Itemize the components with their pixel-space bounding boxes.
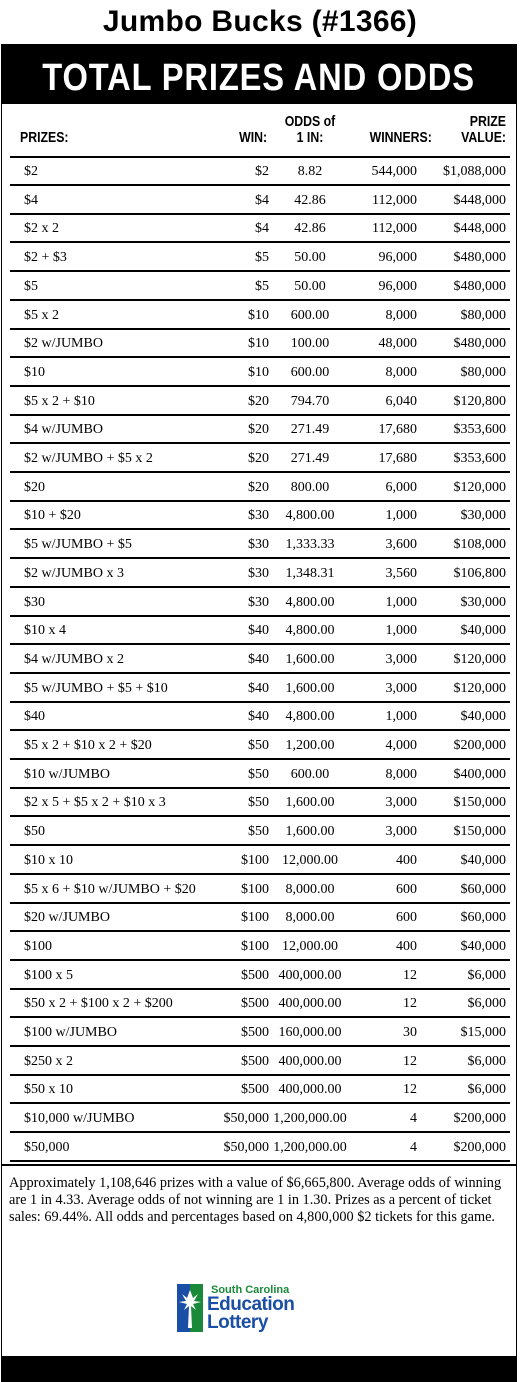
table-row — [0, 302, 520, 330]
cell-prize-value: $40,000 — [460, 709, 506, 725]
cell-winners: 12 — [403, 1082, 417, 1098]
table-row — [0, 273, 520, 301]
page-title: Jumbo Bucks (#1366) — [102, 5, 418, 38]
cell-prize: $2 w/JUMBO x 3 — [24, 565, 124, 581]
table-row — [0, 732, 520, 760]
row-divider — [10, 930, 510, 932]
table-row — [0, 589, 520, 617]
cell-winners: 30 — [403, 1025, 417, 1040]
row-divider — [10, 356, 510, 358]
cell-prize-value: $120,000 — [453, 479, 506, 495]
row-divider — [10, 643, 510, 645]
cell-winners: 3,560 — [385, 565, 417, 581]
cell-winners: 17,680 — [378, 451, 417, 466]
cell-win: $40 — [248, 680, 269, 696]
row-divider — [10, 1074, 510, 1076]
cell-winners: 544,000 — [371, 164, 417, 179]
cell-prize: $20 w/JUMBO — [24, 910, 110, 926]
row-divider — [10, 557, 510, 559]
cell-prize-value: $6,000 — [467, 1082, 506, 1098]
cell-prize-value: $108,000 — [453, 537, 506, 553]
cell-prize: $5 x 6 + $10 w/JUMBO + $20 — [24, 881, 196, 897]
cell-prize: $50,000 — [24, 1139, 70, 1155]
cell-odds: 1,600.00 — [285, 680, 335, 696]
row-divider — [10, 672, 510, 674]
table-row — [0, 1048, 520, 1076]
cell-prize-value: $200,000 — [453, 738, 506, 753]
cell-prize-value: $400,000 — [453, 766, 506, 782]
cell-winners: 3,600 — [385, 537, 417, 553]
cell-prize-value: $480,000 — [453, 278, 506, 294]
header-odds-line2: 1 IN: — [296, 129, 324, 146]
cell-prize: $10 x 4 — [24, 623, 66, 639]
header-value-line2: VALUE: — [461, 129, 506, 146]
cell-win: $50 — [248, 824, 269, 840]
table-row — [0, 675, 520, 703]
header-prize-value — [436, 114, 506, 146]
cell-prize-value: $200,000 — [453, 1139, 506, 1155]
row-divider — [10, 1016, 510, 1018]
cell-odds: 100.00 — [290, 336, 330, 352]
cell-winners: 48,000 — [378, 336, 417, 352]
cell-odds: 8,000.00 — [285, 910, 335, 926]
cell-win: $5 — [255, 278, 269, 294]
palmetto-tree-icon — [177, 1284, 203, 1332]
banner-text: TOTAL PRIZES AND ODDS — [42, 57, 476, 99]
table-row — [0, 560, 520, 588]
cell-odds: 4,800.00 — [285, 709, 335, 725]
table-row — [0, 215, 520, 243]
logo-line1: South Carolina — [211, 1284, 290, 1296]
cell-prize: $2 x 2 — [24, 221, 59, 237]
cell-win: $500 — [241, 1053, 269, 1069]
cell-win: $2 — [255, 164, 269, 179]
table-row — [0, 1134, 520, 1162]
cell-winners: 6,040 — [385, 393, 417, 409]
table-row — [0, 330, 520, 358]
cell-odds: 1,333.33 — [285, 537, 335, 553]
cell-prize: $10 — [24, 364, 45, 380]
cell-odds: 160,000.00 — [278, 1025, 342, 1040]
row-divider — [10, 528, 510, 530]
cell-win: $30 — [248, 594, 269, 610]
cell-winners: 8,000 — [385, 364, 417, 380]
row-divider — [10, 385, 510, 387]
row-divider — [10, 815, 510, 817]
cell-prize: $5 — [24, 278, 38, 294]
header-prizes: PRIZES: — [20, 129, 69, 146]
cell-prize-value: $353,600 — [453, 422, 506, 438]
cell-prize-value: $120,000 — [453, 651, 506, 667]
cell-odds: 600.00 — [290, 307, 330, 323]
table-row — [0, 359, 520, 387]
row-divider — [10, 1045, 510, 1047]
row-divider — [10, 213, 510, 215]
cell-winners: 600 — [396, 881, 417, 897]
table-row — [0, 703, 520, 731]
cell-winners: 400 — [396, 852, 417, 868]
row-divider — [10, 471, 510, 473]
cell-winners: 96,000 — [378, 278, 417, 294]
cell-odds: 4,800.00 — [285, 623, 335, 639]
cell-odds: 600.00 — [290, 766, 330, 782]
cell-prize-value: $150,000 — [453, 795, 506, 811]
cell-prize: $2 x 5 + $5 x 2 + $10 x 3 — [24, 795, 166, 811]
row-divider — [10, 1131, 510, 1133]
cell-win: $20 — [248, 479, 269, 495]
cell-odds: 1,200,000.00 — [273, 1111, 347, 1127]
cell-winners: 112,000 — [372, 221, 417, 237]
cell-prize-value: $353,600 — [453, 451, 506, 466]
cell-prize-value: $448,000 — [453, 192, 506, 208]
cell-win: $10 — [248, 307, 269, 323]
row-divider — [10, 270, 510, 272]
cell-winners: 112,000 — [372, 192, 417, 208]
cell-prize: $5 w/JUMBO + $5 — [24, 537, 132, 553]
cell-odds: 400,000.00 — [278, 967, 342, 983]
cell-prize: $100 — [24, 938, 52, 954]
cell-win: $5 — [255, 250, 269, 266]
cell-prize: $10 w/JUMBO — [24, 766, 110, 782]
cell-winners: 1,000 — [385, 623, 417, 639]
cell-winners: 1,000 — [385, 594, 417, 610]
row-divider — [10, 701, 510, 703]
cell-prize: $2 + $3 — [24, 250, 67, 266]
cell-prize: $10,000 w/JUMBO — [24, 1111, 135, 1127]
cell-win: $500 — [241, 967, 269, 983]
row-divider — [10, 902, 510, 904]
table-row — [0, 187, 520, 215]
banner — [1, 44, 517, 104]
cell-odds: 50.00 — [294, 250, 326, 266]
cell-prize: $2 w/JUMBO + $5 x 2 — [24, 451, 153, 466]
cell-prize: $10 x 10 — [24, 852, 73, 868]
cell-winners: 3,000 — [385, 651, 417, 667]
cell-win: $100 — [241, 881, 269, 897]
table-row — [0, 818, 520, 846]
cell-prize: $4 — [24, 192, 38, 208]
table-row — [0, 933, 520, 961]
cell-win: $50,000 — [223, 1111, 269, 1127]
cell-prize-value: $30,000 — [460, 594, 506, 610]
row-divider — [10, 500, 510, 502]
cell-prize-value: $40,000 — [460, 623, 506, 639]
table-row — [0, 990, 520, 1018]
cell-odds: 800.00 — [290, 479, 330, 495]
cell-odds: 1,600.00 — [285, 795, 335, 811]
cell-win: $40 — [248, 709, 269, 725]
cell-win: $40 — [248, 651, 269, 667]
row-divider — [10, 615, 510, 617]
cell-winners: 4 — [410, 1111, 417, 1127]
cell-prize: $5 w/JUMBO + $5 + $10 — [24, 680, 168, 696]
cell-winners: 1,000 — [385, 709, 417, 725]
row-divider — [10, 442, 510, 444]
cell-odds: 1,200,000.00 — [273, 1139, 347, 1155]
cell-winners: 12 — [403, 1053, 417, 1069]
cell-odds: 1,600.00 — [285, 651, 335, 667]
cell-prize: $100 x 5 — [24, 967, 73, 983]
cell-odds: 1,348.31 — [285, 565, 335, 581]
cell-prize-value: $60,000 — [460, 881, 506, 897]
cell-winners: 4 — [410, 1139, 417, 1155]
cell-odds: 794.70 — [290, 393, 330, 409]
cell-odds: 600.00 — [290, 364, 330, 380]
cell-win: $50 — [248, 766, 269, 782]
row-divider — [10, 873, 510, 875]
cell-win: $500 — [241, 996, 269, 1012]
row-divider — [10, 758, 510, 760]
cell-odds: 50.00 — [294, 278, 326, 294]
table-row — [0, 904, 520, 932]
cell-win: $500 — [241, 1082, 269, 1098]
cell-odds: 8,000.00 — [285, 881, 335, 897]
cell-win: $30 — [248, 565, 269, 581]
cell-win: $10 — [248, 364, 269, 380]
cell-prize: $10 + $20 — [24, 508, 81, 524]
table-row — [0, 158, 520, 186]
cell-winners: 3,000 — [385, 680, 417, 696]
cell-prize-value: $150,000 — [453, 824, 506, 840]
cell-odds: 8.82 — [297, 164, 323, 179]
cell-prize-value: $448,000 — [453, 221, 506, 237]
cell-winners: 1,000 — [385, 508, 417, 524]
cell-prize: $50 x 2 + $100 x 2 + $200 — [24, 996, 173, 1012]
table-row — [0, 761, 520, 789]
cell-win: $30 — [248, 537, 269, 553]
row-divider — [10, 959, 510, 961]
table-row — [0, 876, 520, 904]
header-winners: WINNERS: — [369, 129, 432, 146]
cell-prize: $250 x 2 — [24, 1053, 73, 1069]
cell-prize-value: $80,000 — [460, 364, 506, 380]
cell-win: $500 — [241, 1025, 269, 1040]
row-divider — [10, 241, 510, 243]
cell-prize: $40 — [24, 709, 45, 725]
cell-prize: $5 x 2 + $10 — [24, 393, 95, 409]
cell-win: $50 — [248, 738, 269, 753]
cell-winners: 600 — [396, 910, 417, 926]
cell-win: $40 — [248, 623, 269, 639]
cell-prize: $5 x 2 + $10 x 2 + $20 — [24, 738, 152, 753]
cell-win: $4 — [255, 192, 269, 208]
cell-winners: 12 — [403, 996, 417, 1012]
cell-odds: 12,000.00 — [282, 852, 338, 868]
cell-prize-value: $1,088,000 — [443, 164, 506, 179]
table-row — [0, 962, 520, 990]
header-value-line1: PRIZE — [469, 113, 506, 130]
cell-win: $100 — [241, 910, 269, 926]
cell-winners: 3,000 — [385, 824, 417, 840]
table-row — [0, 617, 520, 645]
row-divider — [10, 414, 510, 416]
cell-prize-value: $15,000 — [460, 1025, 506, 1040]
table-row — [0, 531, 520, 559]
table-row — [0, 789, 520, 817]
cell-winners: 8,000 — [385, 766, 417, 782]
cell-prize-value: $200,000 — [453, 1111, 506, 1127]
cell-prize-value: $30,000 — [460, 508, 506, 524]
row-divider — [10, 1160, 510, 1162]
table-row — [0, 416, 520, 444]
table-row — [0, 1076, 520, 1104]
footnote: Approximately 1,108,646 prizes with a value of $6,665,800. Average odds of winning are 1 in 4.33. Average odds of not winning are 1 in 1.30. Prizes as a percent of ticket sales: 69.44%. All odds and percentages based on 4,800,000 $2 tickets for this game. — [9, 1175, 502, 1225]
logo-line2: Education — [207, 1294, 295, 1315]
cell-win: $4 — [255, 221, 269, 237]
bottom-bar — [1, 1356, 517, 1382]
cell-odds: 400,000.00 — [278, 996, 342, 1012]
cell-prize-value: $6,000 — [467, 996, 506, 1012]
cell-winners: 4,000 — [385, 738, 417, 753]
table-row — [0, 388, 520, 416]
sc-education-lottery-logo — [177, 1284, 327, 1336]
table-bottom-rule — [1, 1164, 517, 1166]
cell-prize: $2 w/JUMBO — [24, 336, 103, 352]
cell-odds: 4,800.00 — [285, 594, 335, 610]
row-divider — [10, 184, 510, 186]
row-divider — [10, 328, 510, 330]
cell-win: $100 — [241, 938, 269, 954]
row-divider — [10, 729, 510, 731]
cell-winners: 6,000 — [385, 479, 417, 495]
cell-prize-value: $480,000 — [453, 336, 506, 352]
cell-win: $20 — [248, 422, 269, 438]
cell-odds: 42.86 — [294, 221, 326, 237]
header-odds-line1: ODDS of — [284, 113, 336, 130]
table-row — [0, 1019, 520, 1047]
cell-prize: $100 w/JUMBO — [24, 1025, 117, 1040]
cell-win: $30 — [248, 508, 269, 524]
row-divider — [10, 586, 510, 588]
cell-prize: $50 x 10 — [24, 1082, 73, 1098]
cell-prize-value: $6,000 — [467, 1053, 506, 1069]
table-row — [0, 847, 520, 875]
cell-prize-value: $40,000 — [460, 938, 506, 954]
cell-winners: 17,680 — [378, 422, 417, 438]
cell-prize: $4 w/JUMBO — [24, 422, 103, 438]
cell-prize: $50 — [24, 824, 45, 840]
cell-prize-value: $6,000 — [467, 967, 506, 983]
row-divider — [10, 787, 510, 789]
table-row — [0, 474, 520, 502]
cell-odds: 400,000.00 — [278, 1053, 342, 1069]
cell-odds: 1,200.00 — [285, 738, 335, 753]
table-row — [0, 646, 520, 674]
row-divider — [10, 299, 510, 301]
cell-winners: 400 — [396, 938, 417, 954]
row-divider — [10, 844, 510, 846]
cell-win: $10 — [248, 336, 269, 352]
row-divider — [10, 988, 510, 990]
cell-prize: $20 — [24, 479, 45, 495]
cell-win: $50 — [248, 795, 269, 811]
cell-odds: 42.86 — [294, 192, 326, 208]
cell-prize: $4 w/JUMBO x 2 — [24, 651, 124, 667]
cell-odds: 1,600.00 — [285, 824, 335, 840]
cell-prize-value: $80,000 — [460, 307, 506, 323]
cell-prize-value: $106,800 — [453, 565, 506, 581]
cell-win: $100 — [241, 852, 269, 868]
cell-prize: $30 — [24, 594, 45, 610]
cell-odds: 271.49 — [290, 422, 330, 438]
cell-prize-value: $120,000 — [453, 680, 506, 696]
cell-prize-value: $60,000 — [460, 910, 506, 926]
cell-odds: 271.49 — [290, 451, 330, 466]
header-odds — [270, 114, 350, 146]
table-row — [0, 502, 520, 530]
cell-prize-value: $120,800 — [453, 393, 506, 409]
cell-win: $50,000 — [223, 1139, 269, 1155]
cell-win: $20 — [248, 451, 269, 466]
cell-win: $20 — [248, 393, 269, 409]
table-row — [0, 1105, 520, 1133]
row-divider — [10, 1102, 510, 1104]
header-win: WIN: — [238, 129, 267, 146]
table-row — [0, 244, 520, 272]
cell-odds: 12,000.00 — [282, 938, 338, 954]
cell-prize: $2 — [24, 164, 38, 179]
cell-winners: 3,000 — [385, 795, 417, 811]
cell-prize: $5 x 2 — [24, 307, 59, 323]
cell-winners: 12 — [403, 967, 417, 983]
table-row — [0, 445, 520, 473]
cell-odds: 400,000.00 — [278, 1082, 342, 1098]
cell-prize-value: $40,000 — [460, 852, 506, 868]
logo-line3: Lottery — [207, 1312, 268, 1333]
cell-prize-value: $480,000 — [453, 250, 506, 266]
cell-winners: 8,000 — [385, 307, 417, 323]
cell-odds: 4,800.00 — [285, 508, 335, 524]
cell-winners: 96,000 — [378, 250, 417, 266]
